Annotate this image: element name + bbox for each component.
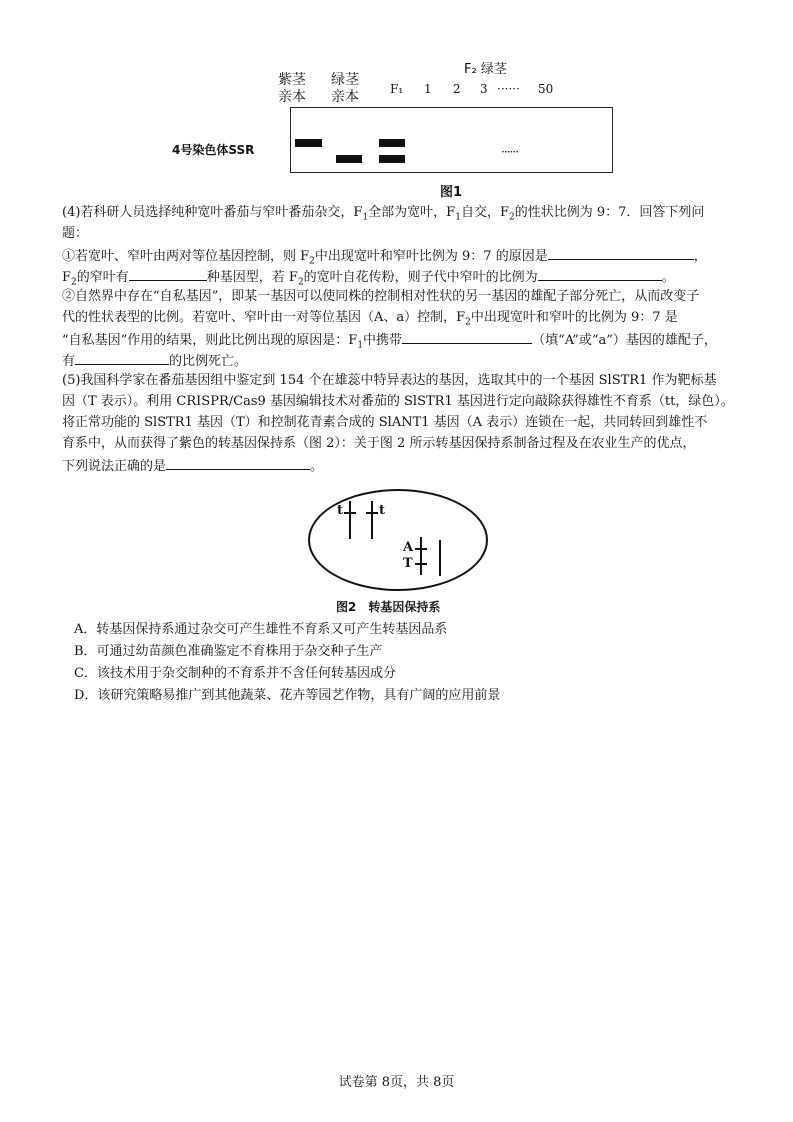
chromosome-t-right [371,501,373,539]
q5-line1: (5)我国科学家在番茄基因组中鉴定到 154 个在雄蕊中特异表达的基因，选取其中的一个基因 SlSTR1 作为靶标基 [62,373,717,388]
q5-line3: 将正常功能的 SlSTR1 基因（T）和控制花青素合成的 SlANT1 基因（A 表示）连锁在一起，共同转回到雄性不 [62,415,708,430]
chromosome-t-left-mark [344,512,356,514]
page-footer: 试卷第 8页，共 8页 [338,1075,455,1090]
answer-blank-genotypes[interactable] [129,266,207,281]
lane-label-2: 2 [453,82,461,96]
band-f1-lower [379,155,405,163]
green-parent-label: 绿茎 亲本 [331,72,359,105]
answer-blank-allele[interactable] [402,329,532,344]
q4-part2-line2: 代的性状表型的比例。若宽叶、窄叶由一对等位基因（A、a）控制，$F_2$中出现宽叶和窄叶的比例为 9：7 是 [62,310,678,328]
q4-intro-line1: (4)若科研人员选择纯种宽叶番茄与窄叶番茄杂交，$F_1$全部为宽叶，$F_1$自交，$F_2$的性状比例为 9：7．回答下列问 [62,205,705,223]
chromosome-t-left [349,501,351,539]
q5-line4: 育系中，从而获得了紫色的转基因保持系（图 2）：关于图 2 所示转基因保持系制备过程及在农业生产的优点， [62,436,696,451]
lane-label-ellipsis: ······ [497,82,520,96]
band-purple-parent [295,139,322,147]
q4-part2-line3: “自私基因”作用的结果，则此比例出现的原因是：$F_1$中携带 （填“A”或“a”）基因的雄配子， [62,329,717,356]
figure-2-caption: 图2 转基因保持系 [336,600,441,614]
label-t-left: t [337,503,344,518]
gel-ellipsis: ······ [501,145,518,159]
transgene-a-mark [415,548,427,550]
option-a[interactable]: A．转基因保持系通过杂交可产生雄性不育系又可产生转基因品系 [74,622,448,637]
band-green-parent [336,155,362,163]
label-t: T [403,556,413,571]
lane-label-1: 1 [424,82,432,96]
label-a: A [403,540,414,555]
lane-label-3: 3 [480,82,488,96]
label-t-right: t [379,503,386,518]
ssr-row-label: 4号染色体SSR [172,143,255,157]
option-b[interactable]: B．可通过幼苗颜色准确鉴定不育株用于杂交种子生产 [74,644,383,659]
answer-blank-q5[interactable] [166,455,310,470]
q4-part2-line4: 有 的比例死亡。 [62,350,247,372]
q4-part1-line1: ①若宽叶、窄叶由两对等位基因控制，则 $F_2$中出现宽叶和窄叶比例为 9：7 的原因是 ， [62,245,707,272]
q5-line5: 下列说法正确的是 。 [62,455,323,477]
option-d[interactable]: D．该研究策略易推广到其他蔬菜、花卉等园艺作物，具有广阔的应用前景 [74,688,501,703]
cell-ellipse [308,489,488,591]
answer-blank-ratio[interactable] [538,266,662,281]
lane-label-f1: F₁ [390,82,404,96]
q4-part1-line2: $F_2$的窄叶有 种基因型，若 $F_2$的宽叶自花传粉，则子代中窄叶的比例为 。 [62,266,675,293]
q4-intro-line2: 题： [62,226,89,241]
chromosome-homolog [439,540,441,576]
lane-label-50: 50 [538,82,554,96]
f2-header: F₂ 绿茎 [464,62,507,77]
option-c[interactable]: C．该技术用于杂交制种的不育系并不含任何转基因成分 [74,666,396,681]
answer-blank-reason[interactable] [548,245,694,260]
q5-line2: 因（T 表示）。利用 CRISPR/Cas9 基因编辑技术对番茄的 SlSTR1 基因进行定向敲除获得雄性不育系（tt，绿色）。 [62,394,734,409]
figure-1-caption: 图1 [440,185,463,200]
transgene-t-mark [415,563,427,565]
chromosome-t-right-mark [366,512,378,514]
chromosome-transgene [420,537,422,575]
band-f1-upper [379,139,405,147]
q4-part2-line1: ②自然界中存在“自私基因”，即某一基因可以使同株的控制相对性状的另一基因的雄配子部分死亡，从而改变子 [62,289,700,304]
purple-parent-label: 紫茎 亲本 [278,72,306,105]
gel-box [290,107,613,173]
answer-blank-death-ratio[interactable] [75,350,169,365]
